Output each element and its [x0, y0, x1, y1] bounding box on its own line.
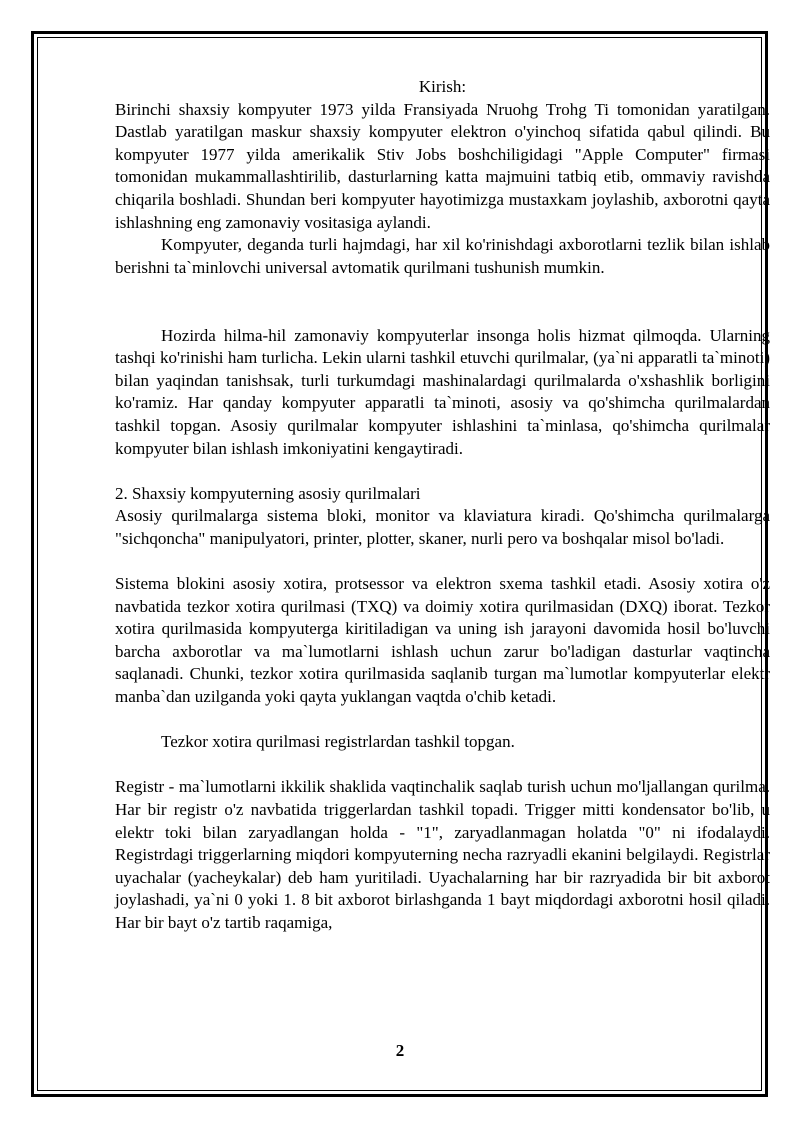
intro-paragraph-3: Hozirda hilma-hil zamonaviy kompyuterlar insonga holis hizmat qilmoqda. Ularning tashqi ko'rinishi ham turlicha. Lekin ularni tashkil etuvchi qurilmalar, (ya`ni apparatli ta`minoti) bilan yaqindan tanishsak, turli turkumdagi mashinalardagi qurilmalarda o'xshashlik borligini ko'ramiz. Har qanday kompyuter apparatli ta`minoti, asosiy va qo'shimcha qurilmalardan tashkil topgan. Asosiy qurilmalar kompyuter ishlashini ta`minlasa, qo'shimcha qurilmalar kompyuter bilan ishlash imkoniyatini kengaytiradi.	[115, 325, 770, 458]
document-body	[115, 76, 770, 935]
section-2-paragraph-4: Registr - ma`lumotlarni ikkilik shaklida vaqtinchalik saqlab turish uchun mo'ljallangan qurilma. Har bir registr o'z navbatida triggerlardan tashkil topadi. Trigger mitti kondensator bo'lib, u elektr toki bilan zaryadlangan holda - "1", zaryadlanmagan holatda "0" ni ifodalaydi. Registrdagi triggerlarning miqdori kompyuterning necha razryadli ekanini belgilaydi. Registrlar uyachalar (yacheykalar) deb ham yuritiladi. Uyachalarning har bir razryadida bir bit axborot joylashadi, ya`ni 0 yoki 1. 8 bit axborot birlashganda 1 bayt miqdordagi axborotni hosil qiladi. Har bir bayt o'z tartib raqamiga,	[115, 777, 770, 932]
section-2-title: 2. Shaxsiy kompyuterning asosiy qurilmalari	[115, 483, 421, 503]
intro-heading: Kirish:	[418, 77, 467, 96]
intro-paragraph-1: Birinchi shaxsiy kompyuter 1973 yilda Fransiyada Nruohg Trohg Ti tomonidan yaratilgan. Dastlab yaratilgan maskur shaxsiy kompyuter elektron o'yinchoq sifatida qabul qilindi. Bu kompyuter 1977 yilda amerikalik Stiv Jobs boshchiligidagi "Apple Computer" firmasi tomonidan mukammallashtirilib, dasturlarning katta majmuini tatbiq etib, ommaviy ravishda chiqarila boshladi. Shundan beri kompyuter hayotimizga mustaxkam joylashib, axborotni qayta ishlashning eng zamonaviy vositasiga aylandi.	[115, 99, 770, 232]
section-2-paragraph-2: Sistema blokini asosiy xotira, protsessor va elektron sxema tashkil etadi. Asosiy xotira o'z navbatida tezkor xotira qurilmasi (TXQ) va doimiy xotira qurilmasidan (DXQ) iborat. Tezkor xotira qurilmasida kompyuterga kiritiladigan va uning ish jarayoni davomida hosil bo'luvchi barcha axborotlar va ma`lumotlarni ishlash uchun zarur bo'ladigan dasturlar vaqtincha saqlanadi. Chunki, tezkor xotira qurilmasida saqlanib turgan ma`lumotlar kompyuterlar elektr manba`dan uzilganda yoki qayta yuklangan vaqtda o'chib ketadi.	[115, 574, 770, 707]
section-2-paragraph-1: Asosiy qurilmalarga sistema bloki, monitor va klaviatura kiradi. Qo'shimcha qurilmalarga "sichqoncha" manipulyatori, printer, plotter, skaner, nurli pero va boshqalar misol bo'ladi.	[115, 506, 770, 548]
intro-paragraph-2: Kompyuter, deganda turli hajmdagi, har xil ko'rinishdagi axborotlarni tezlik bilan ishlab berishni ta`minlovchi universal avtomatik qurilmani tushunish mumkin.	[115, 235, 770, 277]
page-number: 2	[395, 1041, 405, 1060]
section-2-paragraph-3: Tezkor xotira qurilmasi registrlardan tashkil topgan.	[161, 732, 515, 752]
